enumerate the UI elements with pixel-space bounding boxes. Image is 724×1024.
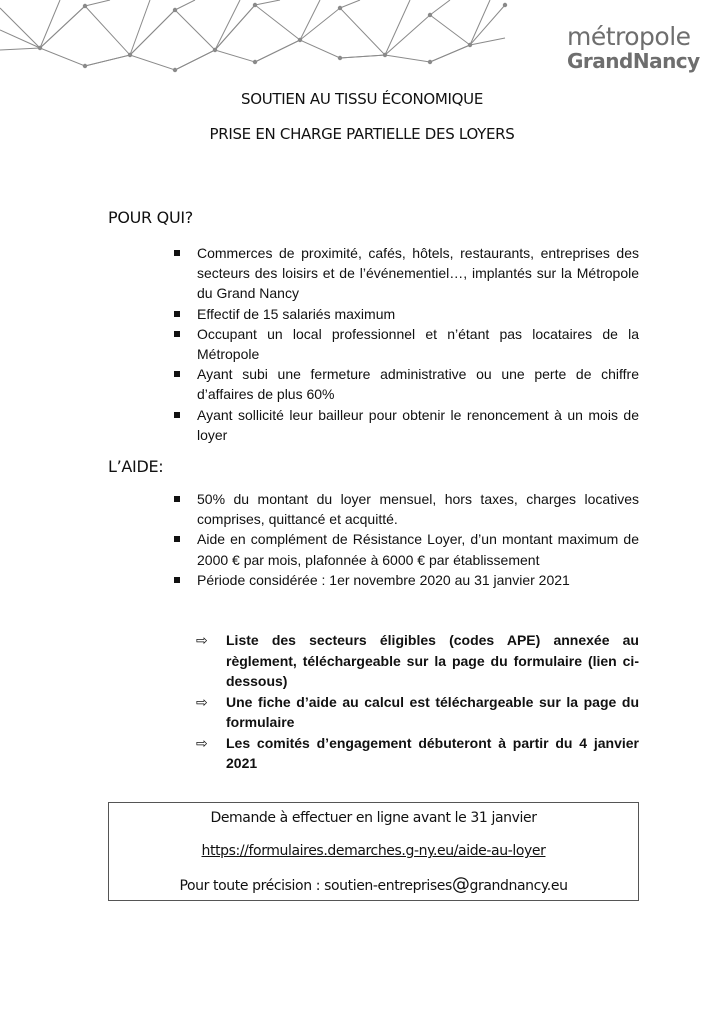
square-bullet-icon <box>174 371 180 377</box>
square-bullet-icon <box>174 412 180 418</box>
list-item: Occupant un local professionnel et n’étant pas locataires de la Métropole <box>174 324 639 364</box>
contact-box <box>108 802 639 901</box>
square-bullet-icon <box>174 496 180 502</box>
logo-line-2: GrandNancy <box>567 49 700 73</box>
arrow-right-outline-icon: ⇨ <box>196 734 208 751</box>
section-heading-pour-qui: POUR QUI? <box>108 208 193 227</box>
list-item: Aide en complément de Résistance Loyer, d’un montant maximum de 2000 € par mois, plafonnée à 6000 € par établissement <box>174 529 639 569</box>
arrow-right-outline-icon: ⇨ <box>196 693 208 710</box>
square-bullet-icon <box>174 311 180 317</box>
note-item: ⇨ Une fiche d’aide au calcul est téléchargeable sur la page du formulaire <box>196 693 639 730</box>
arrow-right-outline-icon: ⇨ <box>196 632 208 648</box>
logo-line-1: métropole <box>567 22 691 51</box>
square-bullet-icon <box>174 577 180 583</box>
note-item: ⇨ Les comités d’engagement débuteront à partir du 4 janvier 2021 <box>196 734 639 771</box>
metropole-grand-nancy-logo <box>567 24 707 72</box>
list-item: Ayant sollicité leur bailleur pour obtenir le renoncement à un mois de loyer <box>174 405 639 445</box>
list-item: Ayant subi une fermeture administrative ou une perte de chiffre d’affaires de plus 60% <box>174 364 639 404</box>
contact-email-line: Pour toute précision : soutien-entreprises@grandnancy.eu <box>179 874 568 895</box>
square-bullet-icon <box>174 331 180 337</box>
document-subtitle: PRISE EN CHARGE PARTIELLE DES LOYERS <box>209 125 515 143</box>
list-item: Commerces de proximité, cafés, hôtels, restaurants, entreprises des secteurs des loisirs et de l’événementiel…, implantés sur la Métropole du Grand Nancy <box>174 243 639 304</box>
deadline-text: Demande à effectuer en ligne avant le 31 janvier <box>210 810 537 826</box>
document-title: SOUTIEN AU TISSU ÉCONOMIQUE <box>240 90 484 108</box>
list-item: 50% du montant du loyer mensuel, hors taxes, charges locatives comprises, quittancé et acquitté. <box>174 489 639 529</box>
aid-details-list <box>174 489 639 590</box>
section-heading-aide: L’AIDE: <box>108 457 164 476</box>
square-bullet-icon <box>174 536 180 542</box>
form-link[interactable]: https://formulaires.demarches.g-ny.eu/aide-au-loyer <box>201 843 546 859</box>
list-item: Période considérée : 1er novembre 2020 au 31 janvier 2021 <box>174 570 639 590</box>
notes-list <box>196 630 639 774</box>
list-item: Effectif de 15 salariés maximum <box>174 304 639 324</box>
square-bullet-icon <box>174 250 180 256</box>
note-item: ⇨ Liste des secteurs éligibles (codes APE) annexée au règlement, téléchargeable sur la page du formulaire (lien ci-dessous) <box>196 632 639 689</box>
eligibility-list <box>174 243 639 445</box>
